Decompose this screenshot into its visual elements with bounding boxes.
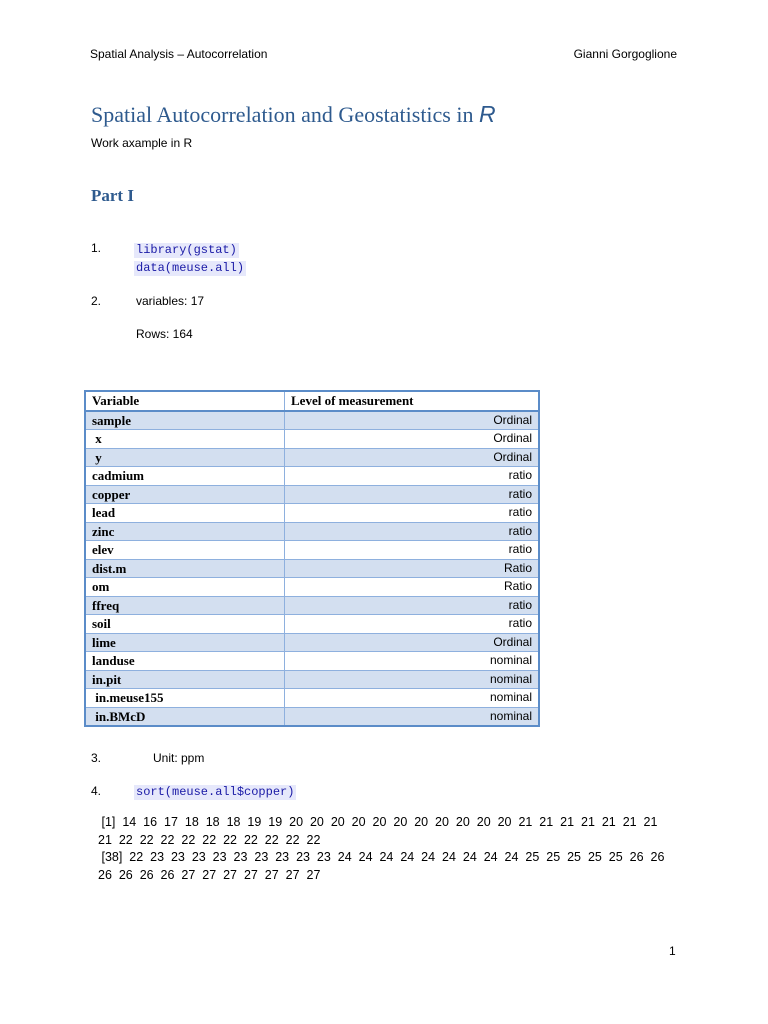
item-number-4: 4. [91, 784, 102, 798]
level-cell: nominal [285, 707, 540, 726]
table-row [85, 633, 539, 652]
code-line: sort(meuse.all$copper) [136, 785, 295, 799]
item-number-1: 1. [91, 241, 102, 255]
document-title [91, 101, 496, 128]
table-row [85, 596, 539, 615]
table-row [85, 504, 539, 523]
title-r: R [478, 101, 496, 127]
table-row [85, 541, 539, 560]
variable-cell: lime [85, 633, 285, 652]
level-cell: nominal [285, 689, 540, 708]
table-header-row [85, 391, 539, 411]
page-number: 1 [669, 944, 676, 958]
level-cell: nominal [285, 670, 540, 689]
variable-cell: lead [85, 504, 285, 523]
table-row [85, 448, 539, 467]
table-row [85, 559, 539, 578]
variable-cell: soil [85, 615, 285, 634]
level-cell: ratio [285, 596, 540, 615]
code-line: library(gstat) [136, 243, 237, 257]
level-cell: ratio [285, 615, 540, 634]
variables-count: variables: 17 [136, 294, 205, 308]
level-cell: ratio [285, 467, 540, 486]
table-row [85, 430, 539, 449]
variable-cell: om [85, 578, 285, 597]
level-cell: Ordinal [285, 411, 540, 430]
variable-cell: zinc [85, 522, 285, 541]
table-row [85, 670, 539, 689]
level-cell: ratio [285, 522, 540, 541]
code-line: data(meuse.all) [136, 261, 245, 275]
variables-table [84, 390, 540, 727]
variable-cell: in.meuse155 [85, 689, 285, 708]
variable-cell: sample [85, 411, 285, 430]
variable-cell: y [85, 448, 285, 467]
variable-cell: ffreq [85, 596, 285, 615]
output-line: 26 26 26 26 27 27 27 27 27 27 27 [98, 867, 321, 882]
running-header-author: Gianni Gorgoglione [573, 47, 677, 61]
running-header-left: Spatial Analysis – Autocorrelation [90, 47, 268, 61]
output-line: [38] 22 23 23 23 23 23 23 23 23 23 24 24 24 24 24 24 24 24 24 25 25 25 25 25 26 26 [98, 850, 665, 864]
level-cell: Ordinal [285, 430, 540, 449]
code-block-1 [134, 240, 246, 276]
level-cell: nominal [285, 652, 540, 671]
level-cell: ratio [285, 541, 540, 560]
variable-cell: copper [85, 485, 285, 504]
document-subtitle: Work axample in R [91, 136, 193, 150]
level-cell: Ratio [285, 559, 540, 578]
rows-count: Rows: 164 [136, 327, 193, 341]
table-row [85, 467, 539, 486]
table-row [85, 578, 539, 597]
unit-label: Unit: ppm [153, 751, 205, 765]
variable-cell: x [85, 430, 285, 449]
level-cell: ratio [285, 504, 540, 523]
variable-cell: in.BMcD [85, 707, 285, 726]
column-header: Level of measurement [285, 391, 540, 411]
table-row [85, 707, 539, 726]
variable-cell: cadmium [85, 467, 285, 486]
level-cell: Ratio [285, 578, 540, 597]
variable-cell: in.pit [85, 670, 285, 689]
table-row [85, 522, 539, 541]
column-header: Variable [85, 391, 285, 411]
table-row [85, 411, 539, 430]
item-number-2: 2. [91, 294, 102, 308]
level-cell: Ordinal [285, 448, 540, 467]
r-console-output [98, 814, 698, 884]
code-block-4 [134, 782, 296, 800]
variable-cell: elev [85, 541, 285, 560]
table-row [85, 689, 539, 708]
level-cell: ratio [285, 485, 540, 504]
level-cell: Ordinal [285, 633, 540, 652]
title-text: Spatial Autocorrelation and Geostatistics in [91, 102, 479, 127]
output-line: [1] 14 16 17 18 18 18 19 19 20 20 20 20 20 20 20 20 20 20 20 21 21 21 21 21 21 21 [98, 815, 658, 829]
table-row [85, 652, 539, 671]
table-row [85, 615, 539, 634]
output-line: 21 22 22 22 22 22 22 22 22 22 22 [98, 832, 321, 847]
item-number-3: 3. [91, 751, 102, 765]
variable-cell: dist.m [85, 559, 285, 578]
variable-cell: landuse [85, 652, 285, 671]
table-row [85, 485, 539, 504]
section-heading: Part I [91, 186, 134, 205]
